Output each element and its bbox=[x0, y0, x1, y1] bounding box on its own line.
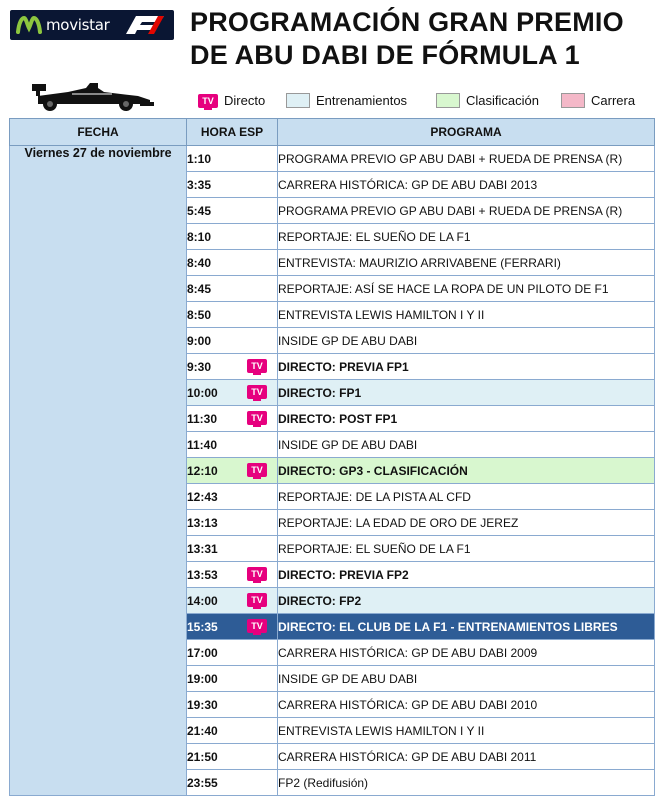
program-cell: REPORTAJE: LA EDAD DE ORO DE JEREZ bbox=[278, 510, 655, 536]
title-line-1: PROGRAMACIÓN GRAN PREMIO bbox=[190, 7, 624, 37]
time-cell bbox=[187, 458, 278, 484]
legend-swatch-carrera bbox=[561, 93, 585, 108]
tv-icon: TV bbox=[247, 619, 267, 633]
legend-swatch-clasificacion bbox=[436, 93, 460, 108]
time-cell bbox=[187, 380, 278, 406]
program-cell: CARRERA HISTÓRICA: GP DE ABU DABI 2009 bbox=[278, 640, 655, 666]
legend-carrera-label: Carrera bbox=[591, 93, 636, 108]
legend-swatch-entrenamientos bbox=[286, 93, 310, 108]
time-cell bbox=[187, 172, 278, 198]
legend-clasificacion bbox=[436, 93, 539, 108]
time-cell bbox=[187, 536, 278, 562]
program-cell: DIRECTO: PREVIA FP1 bbox=[278, 354, 655, 380]
table-header-row bbox=[10, 119, 655, 146]
program-cell: INSIDE GP DE ABU DABI bbox=[278, 666, 655, 692]
time-label: 8:40 bbox=[187, 255, 212, 270]
program-cell: DIRECTO: GP3 - CLASIFICACIÓN bbox=[278, 458, 655, 484]
time-label: 12:10 bbox=[187, 463, 218, 478]
time-label: 15:35 bbox=[187, 619, 218, 634]
time-cell bbox=[187, 510, 278, 536]
time-cell bbox=[187, 250, 278, 276]
f1-car-icon bbox=[28, 80, 156, 112]
header-programa: PROGRAMA bbox=[278, 119, 655, 146]
time-label: 11:40 bbox=[187, 437, 218, 452]
program-cell: REPORTAJE: ASÍ SE HACE LA ROPA DE UN PILOTO DE F1 bbox=[278, 276, 655, 302]
program-cell: REPORTAJE: DE LA PISTA AL CFD bbox=[278, 484, 655, 510]
time-label: 14:00 bbox=[187, 593, 218, 608]
tv-icon: TV bbox=[247, 385, 267, 399]
time-cell bbox=[187, 328, 278, 354]
program-cell: FP2 (Redifusión) bbox=[278, 770, 655, 796]
time-label: 9:00 bbox=[187, 333, 212, 348]
program-cell: REPORTAJE: EL SUEÑO DE LA F1 bbox=[278, 224, 655, 250]
legend-entrenamientos-label: Entrenamientos bbox=[316, 93, 408, 108]
time-label: 13:31 bbox=[187, 541, 218, 556]
program-cell: DIRECTO: PREVIA FP2 bbox=[278, 562, 655, 588]
legend-clasificacion-label: Clasificación bbox=[466, 93, 539, 108]
time-cell bbox=[187, 692, 278, 718]
time-cell bbox=[187, 432, 278, 458]
page-title bbox=[190, 6, 650, 72]
header-hora: HORA ESP bbox=[187, 119, 278, 146]
time-label: 23:55 bbox=[187, 775, 218, 790]
time-label: 3:35 bbox=[187, 177, 212, 192]
legend-carrera bbox=[561, 93, 635, 108]
time-cell bbox=[187, 614, 278, 640]
program-cell: DIRECTO: EL CLUB DE LA F1 - ENTRENAMIENTOS LIBRES bbox=[278, 614, 655, 640]
movistar-m-icon bbox=[16, 14, 42, 36]
program-cell: ENTREVISTA LEWIS HAMILTON I Y II bbox=[278, 718, 655, 744]
time-label: 8:50 bbox=[187, 307, 212, 322]
time-cell bbox=[187, 588, 278, 614]
program-cell: INSIDE GP DE ABU DABI bbox=[278, 432, 655, 458]
time-label: 13:13 bbox=[187, 515, 218, 530]
time-cell bbox=[187, 146, 278, 172]
time-label: 11:30 bbox=[187, 411, 218, 426]
time-label: 10:00 bbox=[187, 385, 218, 400]
date-cell: Viernes 27 de noviembre bbox=[10, 146, 187, 796]
time-cell bbox=[187, 276, 278, 302]
program-cell: DIRECTO: FP1 bbox=[278, 380, 655, 406]
time-cell bbox=[187, 770, 278, 796]
time-label: 19:00 bbox=[187, 671, 218, 686]
program-cell: CARRERA HISTÓRICA: GP DE ABU DABI 2013 bbox=[278, 172, 655, 198]
time-cell bbox=[187, 666, 278, 692]
time-label: 21:50 bbox=[187, 749, 218, 764]
movistar-f1-logo bbox=[10, 10, 174, 40]
legend-entrenamientos bbox=[286, 93, 407, 108]
tv-icon: TV bbox=[247, 359, 267, 373]
program-cell: REPORTAJE: EL SUEÑO DE LA F1 bbox=[278, 536, 655, 562]
time-label: 1:10 bbox=[187, 151, 212, 166]
time-label: 5:45 bbox=[187, 203, 212, 218]
time-label: 8:10 bbox=[187, 229, 212, 244]
title-line-2: DE ABU DABI DE FÓRMULA 1 bbox=[190, 40, 580, 70]
time-cell bbox=[187, 718, 278, 744]
tv-icon: TV bbox=[247, 411, 267, 425]
time-cell bbox=[187, 562, 278, 588]
time-label: 19:30 bbox=[187, 697, 218, 712]
tv-icon: TV bbox=[247, 593, 267, 607]
table-row bbox=[10, 146, 655, 172]
program-cell: PROGRAMA PREVIO GP ABU DABI + RUEDA DE PRENSA (R) bbox=[278, 146, 655, 172]
program-cell: PROGRAMA PREVIO GP ABU DABI + RUEDA DE PRENSA (R) bbox=[278, 198, 655, 224]
brand-name: movistar bbox=[46, 16, 110, 34]
program-cell: CARRERA HISTÓRICA: GP DE ABU DABI 2010 bbox=[278, 692, 655, 718]
tv-icon: TV bbox=[247, 463, 267, 477]
time-cell bbox=[187, 406, 278, 432]
tv-icon: TV bbox=[198, 94, 218, 108]
time-label: 21:40 bbox=[187, 723, 218, 738]
program-cell: DIRECTO: FP2 bbox=[278, 588, 655, 614]
time-cell bbox=[187, 354, 278, 380]
time-label: 8:45 bbox=[187, 281, 212, 296]
time-label: 13:53 bbox=[187, 567, 218, 582]
time-cell bbox=[187, 484, 278, 510]
schedule-table bbox=[9, 118, 655, 796]
time-cell bbox=[187, 198, 278, 224]
program-cell: ENTREVISTA: MAURIZIO ARRIVABENE (FERRARI) bbox=[278, 250, 655, 276]
time-label: 9:30 bbox=[187, 359, 212, 374]
tv-icon: TV bbox=[247, 567, 267, 581]
f1-logo-icon bbox=[118, 14, 166, 36]
legend-directo bbox=[198, 93, 265, 108]
header-fecha: FECHA bbox=[10, 119, 187, 146]
program-cell: CARRERA HISTÓRICA: GP DE ABU DABI 2011 bbox=[278, 744, 655, 770]
time-cell bbox=[187, 744, 278, 770]
time-cell bbox=[187, 302, 278, 328]
schedule-body bbox=[10, 146, 655, 796]
time-cell bbox=[187, 224, 278, 250]
time-label: 12:43 bbox=[187, 489, 218, 504]
time-cell bbox=[187, 640, 278, 666]
legend-directo-label: Directo bbox=[224, 93, 266, 108]
time-label: 17:00 bbox=[187, 645, 218, 660]
program-cell: DIRECTO: POST FP1 bbox=[278, 406, 655, 432]
program-cell: ENTREVISTA LEWIS HAMILTON I Y II bbox=[278, 302, 655, 328]
program-cell: INSIDE GP DE ABU DABI bbox=[278, 328, 655, 354]
